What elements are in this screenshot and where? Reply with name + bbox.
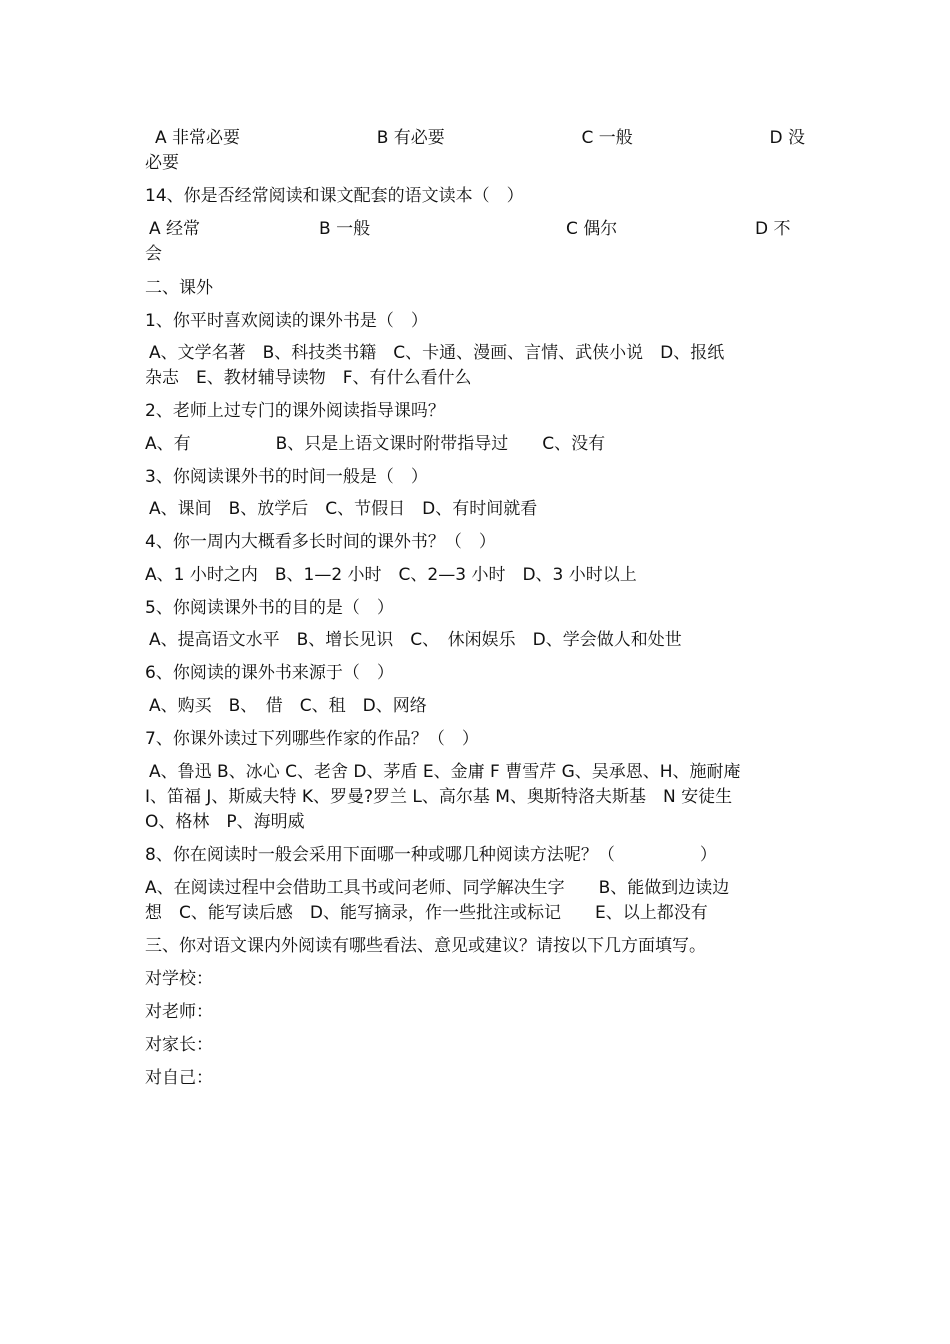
q7-options-line2: I、笛福 J、斯威夫特 K、罗曼?罗兰 L、高尔基 M、奥斯特洛夫斯基 N 安徒生 xyxy=(145,787,733,807)
q14-text: 14、你是否经常阅读和课文配套的语文读本（ ） xyxy=(145,186,524,206)
q7-options-line1: A、鲁迅 B、冰心 C、老舍 D、茅盾 E、金庸 F 曹雪芹 G、吴承恩、H、施耐庵 xyxy=(149,762,741,782)
q14-option-d: D 不 xyxy=(755,219,791,239)
q3-text: 3、你阅读课外书的时间一般是（ ） xyxy=(145,467,428,487)
q13-option-d: D 没 xyxy=(769,128,805,148)
feedback-teacher-label: 对老师： xyxy=(145,1002,213,1022)
q3-options: A、课间 B、放学后 C、节假日 D、有时间就看 xyxy=(149,499,538,519)
q13-options xyxy=(145,126,805,151)
q5-options: A、提高语文水平 B、增长见识 C、 休闲娱乐 D、学会做人和处世 xyxy=(149,630,682,650)
q14-option-wrap: 会 xyxy=(145,244,162,264)
q6-text: 6、你阅读的课外书来源于（ ） xyxy=(145,663,394,683)
q1-text: 1、你平时喜欢阅读的课外书是（ ） xyxy=(145,311,428,331)
q4-text: 4、你一周内大概看多长时间的课外书？（ ） xyxy=(145,532,496,552)
q14-option-c: C 偶尔 xyxy=(566,219,618,239)
q8-text: 8、你在阅读时一般会采用下面哪一种或哪几种阅读方法呢？（ ） xyxy=(145,845,717,865)
feedback-self-label: 对自己： xyxy=(145,1068,213,1088)
feedback-parents-label: 对家长： xyxy=(145,1035,213,1055)
q7-text: 7、你课外读过下列哪些作家的作品？（ ） xyxy=(145,729,479,749)
q8-options-line2: 想 C、能写读后感 D、能写摘录，作一些批注或标记 E、以上都没有 xyxy=(145,903,708,923)
q13-option-b: B 有必要 xyxy=(376,128,445,148)
q5-text: 5、你阅读课外书的目的是（ ） xyxy=(145,598,394,618)
section3-heading: 三、你对语文课内外阅读有哪些看法、意见或建议？请按以下几方面填写。 xyxy=(145,936,706,956)
q13-option-a: A 非常必要 xyxy=(155,128,241,148)
feedback-school-label: 对学校： xyxy=(145,969,213,989)
q2-options: A、有 B、只是上语文课时附带指导过 C、没有 xyxy=(145,434,606,454)
q14-option-b: B 一般 xyxy=(319,219,371,239)
q14-option-a: A 经常 xyxy=(149,219,201,239)
q6-options: A、购买 B、 借 C、租 D、网络 xyxy=(149,696,427,716)
section2-heading: 二、课外 xyxy=(145,278,213,298)
q1-options-line1: A、文学名著 B、科技类书籍 C、卡通、漫画、言情、武侠小说 D、报纸 xyxy=(149,343,725,363)
q13-option-wrap: 必要 xyxy=(145,153,179,173)
q2-text: 2、老师上过专门的课外阅读指导课吗？ xyxy=(145,401,445,421)
q7-options-line3: O、格林 P、海明威 xyxy=(145,812,305,832)
q1-options-line2: 杂志 E、教材辅导读物 F、有什么看什么 xyxy=(145,368,472,388)
q4-options: A、1 小时之内 B、1—2 小时 C、2—3 小时 D、3 小时以上 xyxy=(145,565,637,585)
q8-options-line1: A、在阅读过程中会借助工具书或问老师、同学解决生字 B、能做到边读边 xyxy=(145,878,730,898)
q13-option-c: C 一般 xyxy=(581,128,633,148)
